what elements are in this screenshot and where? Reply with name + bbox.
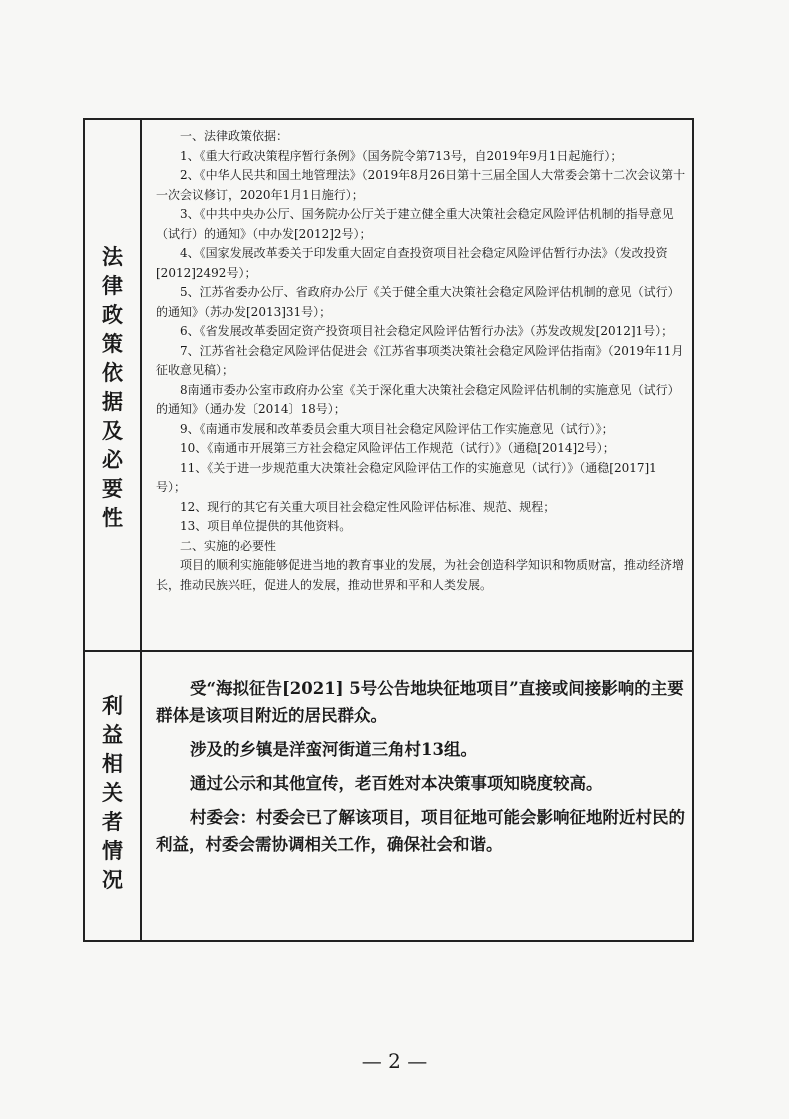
legal-item: 5、江苏省委办公厅、省政府办公厅《关于健全重大决策社会稳定风险评估机制的意见（试行）的通知》（苏办发[2013]31号）； bbox=[156, 285, 680, 319]
legal-item: 10、《南通市开展第三方社会稳定风险评估工作规范（试行）》（通稳[2014]2号）； bbox=[180, 441, 615, 455]
page-number: — 2 — bbox=[361, 1049, 428, 1073]
legal-item: 2、《中华人民共和国土地管理法》（2019年8月26日第十三届全国人大常委会第十二次会议第十一次会议修订，2020年1月1日施行）； bbox=[156, 168, 686, 202]
legal-item: 6、《省发展改革委固定资产投资项目社会稳定风险评估暂行办法》（苏发改规发[2012]1号）； bbox=[180, 324, 674, 338]
stakeholder-paragraph: 受“海拟征告[2021] 5号公告地块征地项目”直接或间接影响的主要群体是该项目附近的居民群众。 bbox=[156, 679, 684, 725]
necessity-text: 项目的顺利实施能够促进当地的教育事业的发展，为社会创造科学知识和物质财富，推动经济增长，推动民族兴旺，促进人的发展，推动世界和平和人类发展。 bbox=[156, 558, 685, 592]
legal-item: 1、《重大行政决策程序暂行条例》（国务院令第713号，自2019年9月1日起施行）； bbox=[180, 148, 623, 163]
stakeholder-label: 利 益 相 关 者 情 况 bbox=[102, 693, 123, 892]
legal-item: 7、江苏省社会稳定风险评估促进会《江苏省事项类决策社会稳定风险评估指南》（2019年11月征收意见稿）； bbox=[156, 343, 684, 377]
legal-basis-content bbox=[156, 127, 686, 595]
legal-item: 9、《南通市发展和改革委员会重大项目社会稳定风险评估工作实施意见（试行）》； bbox=[180, 421, 614, 436]
legal-item: 12、现行的其它有关重大项目社会稳定性风险评估标准、规范、规程； bbox=[180, 499, 556, 514]
legal-basis-label: 法 律 政 策 依 据 及 必 要 性 bbox=[102, 244, 123, 530]
stakeholder-content bbox=[156, 675, 690, 858]
legal-heading: 一、法律政策依据： bbox=[180, 129, 289, 143]
stakeholder-paragraph: 涉及的乡镇是洋蛮河街道三角村13组。 bbox=[190, 740, 477, 759]
legal-item: 13、项目单位提供的其他资料。 bbox=[180, 519, 352, 533]
legal-item: 4、《国家发展改革委关于印发重大固定自查投资项目社会稳定风险评估暂行办法》（发改投资[2012]2492号）； bbox=[156, 246, 668, 280]
legal-item: 8南通市委办公室市政府办公室《关于深化重大决策社会稳定风险评估机制的实施意见（试行）的通知》（通办发〔2014〕18号）； bbox=[156, 382, 680, 416]
assessment-table bbox=[83, 118, 694, 942]
legal-item: 11、《关于进一步规范重大决策社会稳定风险评估工作的实施意见（试行）》（通稳[2017]1号）； bbox=[156, 460, 657, 494]
necessity-heading: 二、实施的必要性 bbox=[180, 538, 277, 553]
row-divider bbox=[85, 650, 692, 652]
legal-item: 3、《中共中央办公厅、国务院办公厅关于建立健全重大决策社会稳定风险评估机制的指导意见（试行）的通知》（中办发[2012]2号）； bbox=[156, 207, 674, 241]
stakeholder-paragraph: 村委会：村委会已了解该项目，项目征地可能会影响征地附近村民的利益，村委会需协调相关工作，确保社会和谐。 bbox=[156, 808, 685, 854]
stakeholder-paragraph: 通过公示和其他宣传，老百姓对本决策事项知晓度较高。 bbox=[190, 774, 603, 793]
column-divider bbox=[140, 120, 142, 940]
